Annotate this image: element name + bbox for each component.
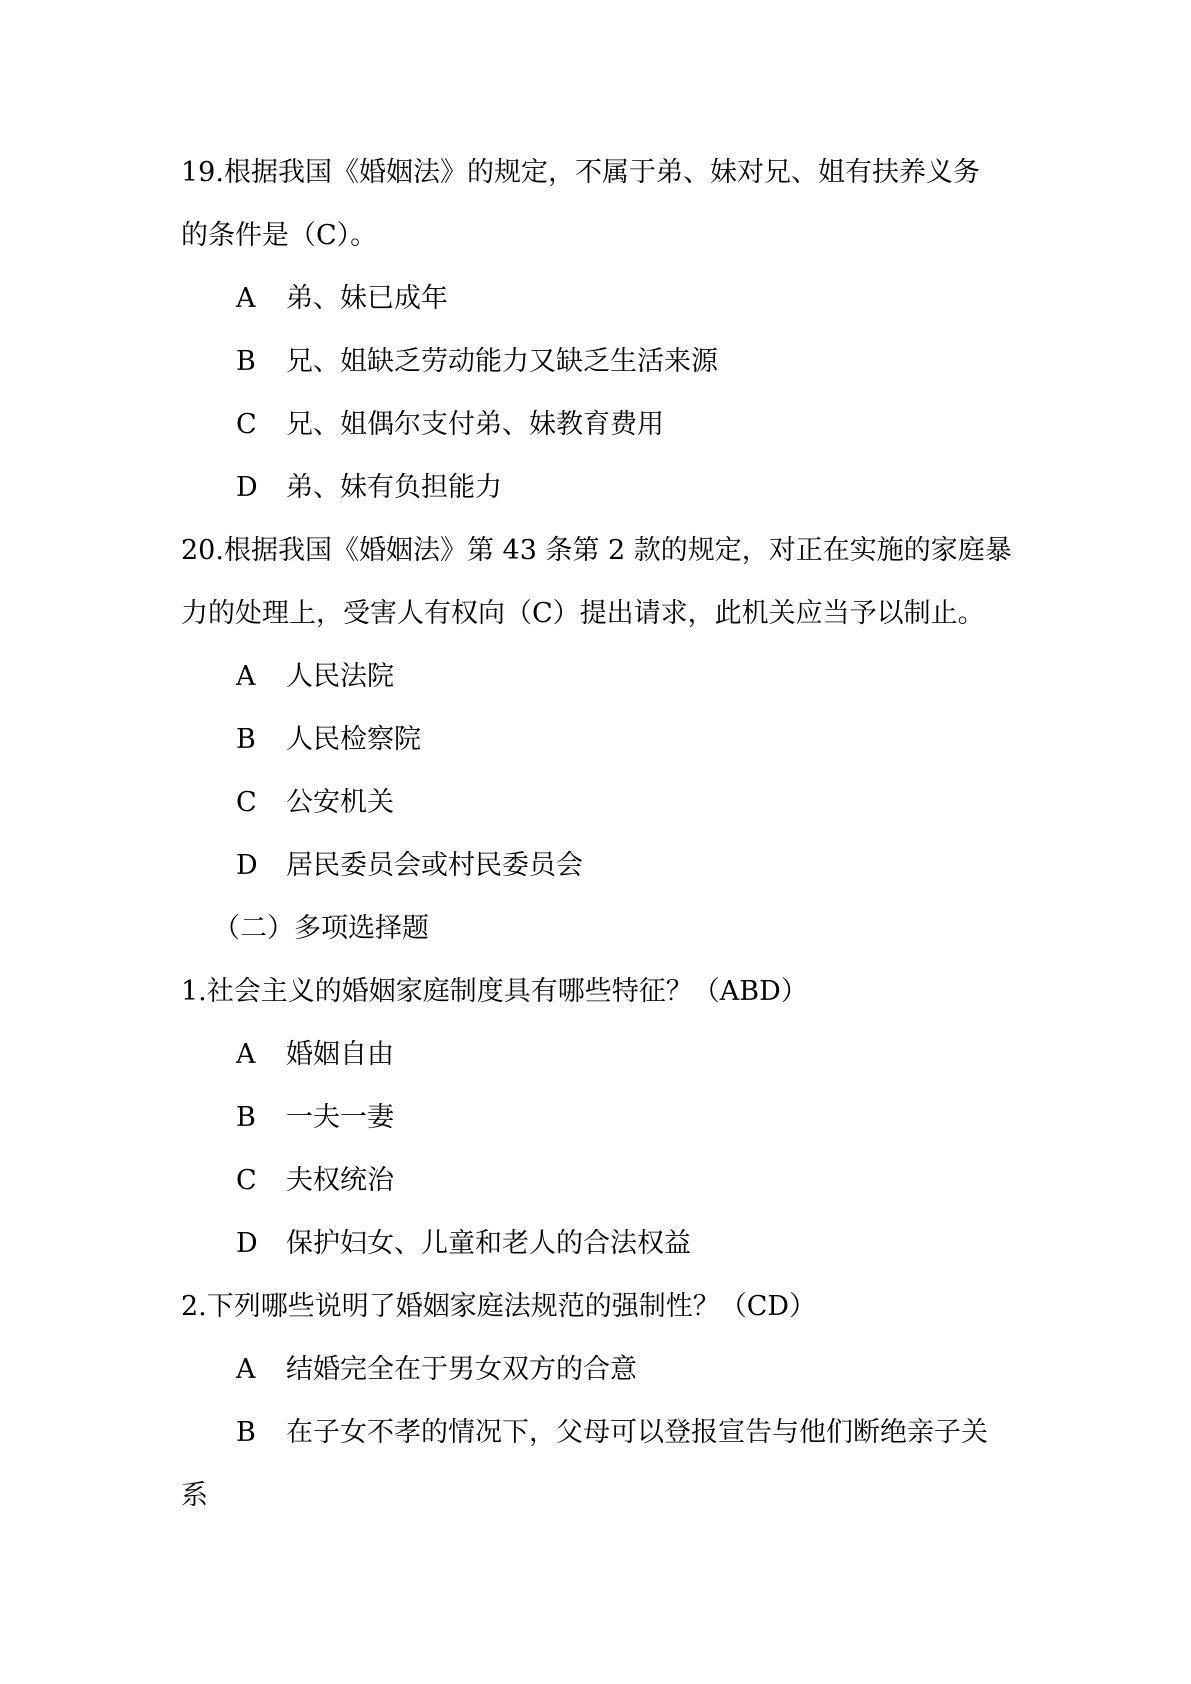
option-b [181, 1086, 1021, 1149]
option-a [181, 1338, 1021, 1401]
option-letter: C [236, 409, 257, 440]
option-d [181, 1212, 1021, 1275]
option-c [181, 1149, 1021, 1212]
option-text: 兄、姐偶尔支付弟、妹教育费用 [286, 409, 664, 440]
question-stem-line: 1.社会主义的婚姻家庭制度具有哪些特征？（ABD） [181, 976, 808, 1007]
option-a [181, 1023, 1021, 1086]
option-text: 结婚完全在于男女双方的合意 [286, 1354, 637, 1385]
option-letter: B [236, 1102, 256, 1133]
question-stem-line: 力的处理上，受害人有权向（C）提出请求，此机关应当予以制止。 [181, 598, 985, 629]
option-b [181, 330, 1021, 393]
option-text: 公安机关 [286, 787, 394, 818]
document-content [181, 141, 1021, 1527]
option-text: 弟、妹已成年 [286, 283, 448, 314]
option-letter: A [236, 661, 256, 692]
section-heading: （二）多项选择题 [213, 913, 429, 944]
option-text: 夫权统治 [286, 1165, 394, 1196]
option-text: 弟、妹有负担能力 [286, 472, 502, 503]
option-letter: D [236, 850, 258, 881]
option-text-continuation: 系 [181, 1480, 208, 1511]
option-letter: A [236, 1039, 256, 1070]
question-stem-line: 2.下列哪些说明了婚姻家庭法规范的强制性？（CD） [181, 1291, 817, 1322]
option-text: 婚姻自由 [286, 1039, 394, 1070]
option-letter: C [236, 1165, 257, 1196]
question-19 [181, 141, 1021, 519]
option-d [181, 834, 1021, 897]
option-c [181, 771, 1021, 834]
option-letter: D [236, 472, 258, 503]
option-letter: B [236, 1417, 256, 1448]
option-letter: D [236, 1228, 258, 1259]
option-d [181, 456, 1021, 519]
option-text: 保护妇女、儿童和老人的合法权益 [286, 1228, 691, 1259]
option-letter: B [236, 346, 256, 377]
option-text: 兄、姐缺乏劳动能力又缺乏生活来源 [286, 346, 718, 377]
option-text: 在子女不孝的情况下，父母可以登报宣告与他们断绝亲子关 [286, 1417, 988, 1448]
option-c [181, 393, 1021, 456]
option-text: 一夫一妻 [286, 1102, 394, 1133]
option-letter: A [236, 283, 256, 314]
option-a [181, 645, 1021, 708]
question-stem-line: 的条件是（C）。 [181, 220, 378, 251]
option-letter: B [236, 724, 256, 755]
multi-question-1 [181, 960, 1021, 1275]
option-a [181, 267, 1021, 330]
option-b [181, 1401, 1021, 1464]
option-b [181, 708, 1021, 771]
question-stem-line: 20.根据我国《婚姻法》第 43 条第 2 款的规定，对正在实施的家庭暴 [181, 535, 1012, 566]
multi-question-2 [181, 1275, 1021, 1527]
option-text: 居民委员会或村民委员会 [286, 850, 583, 881]
option-text: 人民法院 [286, 661, 394, 692]
question-stem-line: 19.根据我国《婚姻法》的规定，不属于弟、妹对兄、姐有扶养义务 [181, 157, 980, 188]
option-letter: A [236, 1354, 256, 1385]
option-text: 人民检察院 [286, 724, 421, 755]
option-letter: C [236, 787, 257, 818]
question-20 [181, 519, 1021, 897]
